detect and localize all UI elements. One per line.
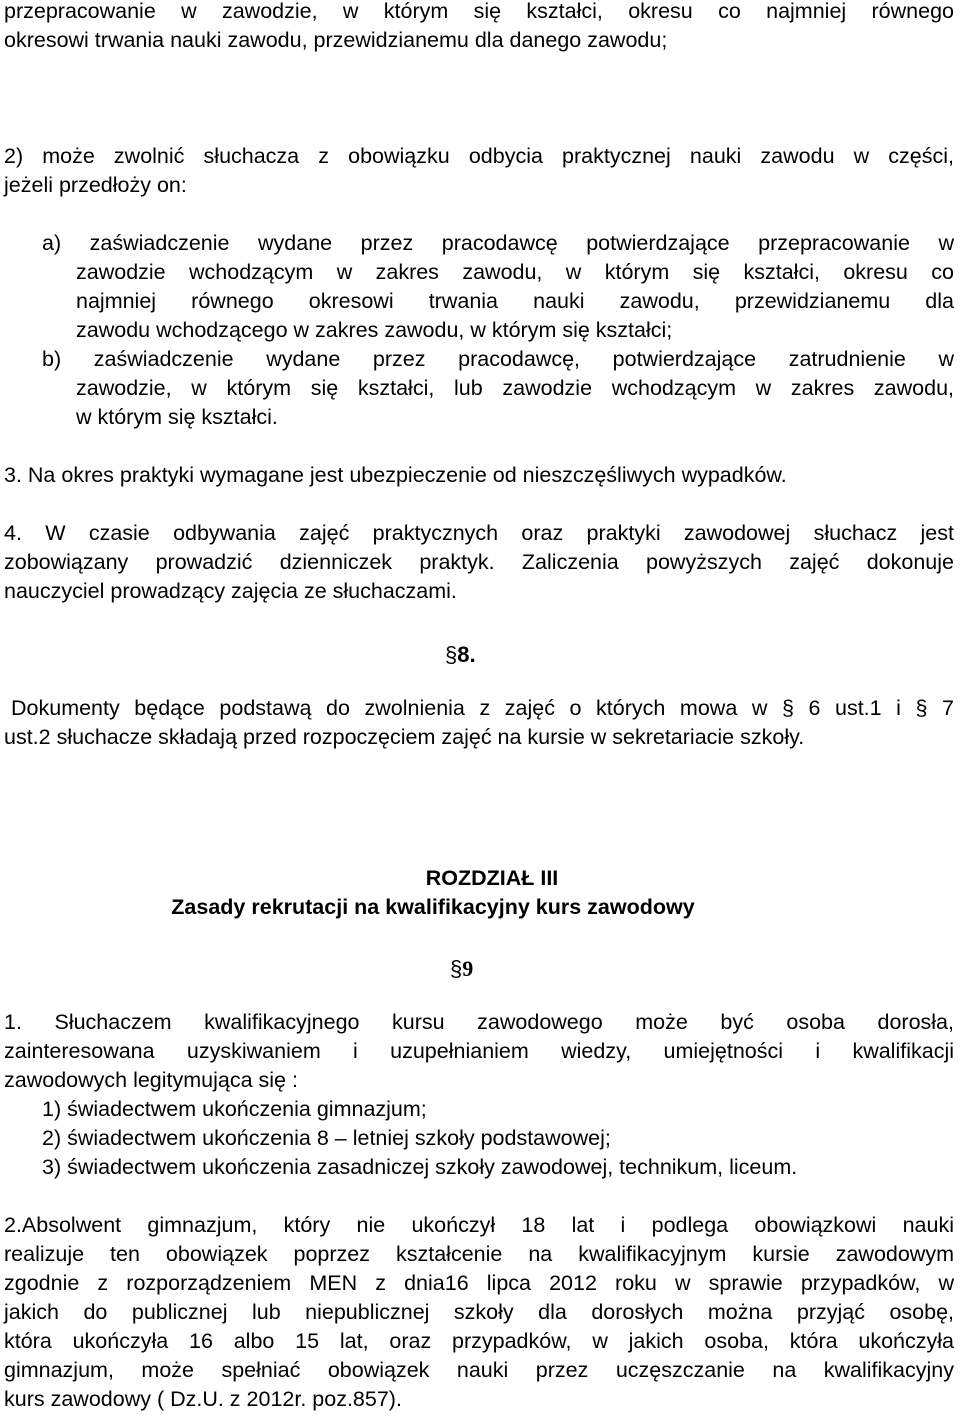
text-line: jeżeli przedłoży on: bbox=[4, 173, 187, 197]
text-line: 3. Na okres praktyki wymagane jest ubezpieczenie od nieszczęśliwych wypadków. bbox=[4, 463, 787, 487]
text-line: 2.Absolwent gimnazjum, który nie ukończył 18 lat i podlega obowiązkowi nauki bbox=[4, 1213, 954, 1237]
text-line: Dokumenty będące podstawą do zwolnienia z zajęć o których mowa w § 6 ust.1 i § 7 bbox=[11, 696, 954, 720]
section-number: 8. bbox=[457, 642, 476, 667]
list-item: 2) świadectwem ukończenia 8 – letniej szkoły podstawowej; bbox=[42, 1126, 611, 1150]
chapter-heading: ROZDZIAŁ III bbox=[425, 866, 559, 890]
text-line: realizuje ten obowiązek poprzez kształcenie na kwalifikacyjnym kursie zawodowym bbox=[4, 1242, 954, 1266]
section-sign: § bbox=[445, 642, 458, 667]
text-line: 2) może zwolnić słuchacza z obowiązku odbycia praktycznej nauki zawodu w części, bbox=[4, 144, 954, 168]
text-line: gimnazjum, może spełniać obowiązek nauki przez uczęszczanie na kwalifikacyjny bbox=[4, 1358, 954, 1382]
section-sign: § bbox=[450, 956, 463, 981]
text-line: 1. Słuchaczem kwalifikacyjnego kursu zawodowego może być osoba dorosła, bbox=[4, 1010, 954, 1034]
text-line: nauczyciel prowadzący zajęcia ze słuchaczami. bbox=[4, 579, 457, 603]
text-line: zainteresowana uzyskiwaniem i uzupełnianiem wiedzy, umiejętności i kwalifikacji bbox=[4, 1039, 954, 1063]
text-line: najmniej równego okresowi trwania nauki zawodu, przewidzianemu dla bbox=[76, 289, 954, 313]
text-line: b) zaświadczenie wydane przez pracodawcę, potwierdzające zatrudnienie w bbox=[42, 347, 954, 371]
text-line: a) zaświadczenie wydane przez pracodawcę potwierdzające przepracowanie w bbox=[42, 231, 954, 255]
text-line: okresowi trwania nauki zawodu, przewidzianemu dla danego zawodu; bbox=[4, 28, 668, 52]
text-line: przepracowanie w zawodzie, w którym się kształci, okresu co najmniej równego bbox=[4, 0, 954, 23]
text-line: jakich do publicznej lub niepublicznej szkoły dla dorosłych można przyjąć osobę, bbox=[4, 1300, 954, 1324]
text-line: w którym się kształci. bbox=[76, 405, 278, 429]
text-line: zawodzie, w którym się kształci, lub zawodzie wchodzącym w zakres zawodu, bbox=[76, 376, 954, 400]
text-line: która ukończyła 16 albo 15 lat, oraz przypadków, w jakich osoba, która ukończyła bbox=[4, 1329, 954, 1353]
text-line: zawodu wchodzącego w zakres zawodu, w którym się kształci; bbox=[76, 318, 673, 342]
list-item: 3) świadectwem ukończenia zasadniczej szkoły zawodowej, technikum, liceum. bbox=[42, 1155, 798, 1179]
text-line: ust.2 słuchacze składają przed rozpoczęciem zajęć na kursie w sekretariacie szkoły. bbox=[4, 725, 805, 749]
text-line: zgodnie z rozporządzeniem MEN z dnia16 lipca 2012 roku w sprawie przypadków, w bbox=[4, 1271, 954, 1295]
text-line: kurs zawodowy ( Dz.U. z 2012r. poz.857). bbox=[4, 1387, 402, 1411]
section-heading-8 bbox=[445, 640, 476, 669]
section-number: 9 bbox=[462, 956, 474, 981]
chapter-title: Zasady rekrutacji na kwalifikacyjny kurs zawodowy bbox=[171, 895, 695, 919]
list-item: 1) świadectwem ukończenia gimnazjum; bbox=[42, 1097, 427, 1121]
text-line: zawodowych legitymująca się : bbox=[4, 1068, 298, 1092]
section-heading-9 bbox=[450, 954, 473, 983]
text-line: zawodzie wchodzącym w zakres zawodu, w którym się kształci, okresu co bbox=[76, 260, 954, 284]
text-line: 4. W czasie odbywania zajęć praktycznych oraz praktyki zawodowej słuchacz jest bbox=[4, 521, 954, 545]
text-line: zobowiązany prowadzić dzienniczek praktyk. Zaliczenia powyższych zajęć dokonuje bbox=[4, 550, 954, 574]
